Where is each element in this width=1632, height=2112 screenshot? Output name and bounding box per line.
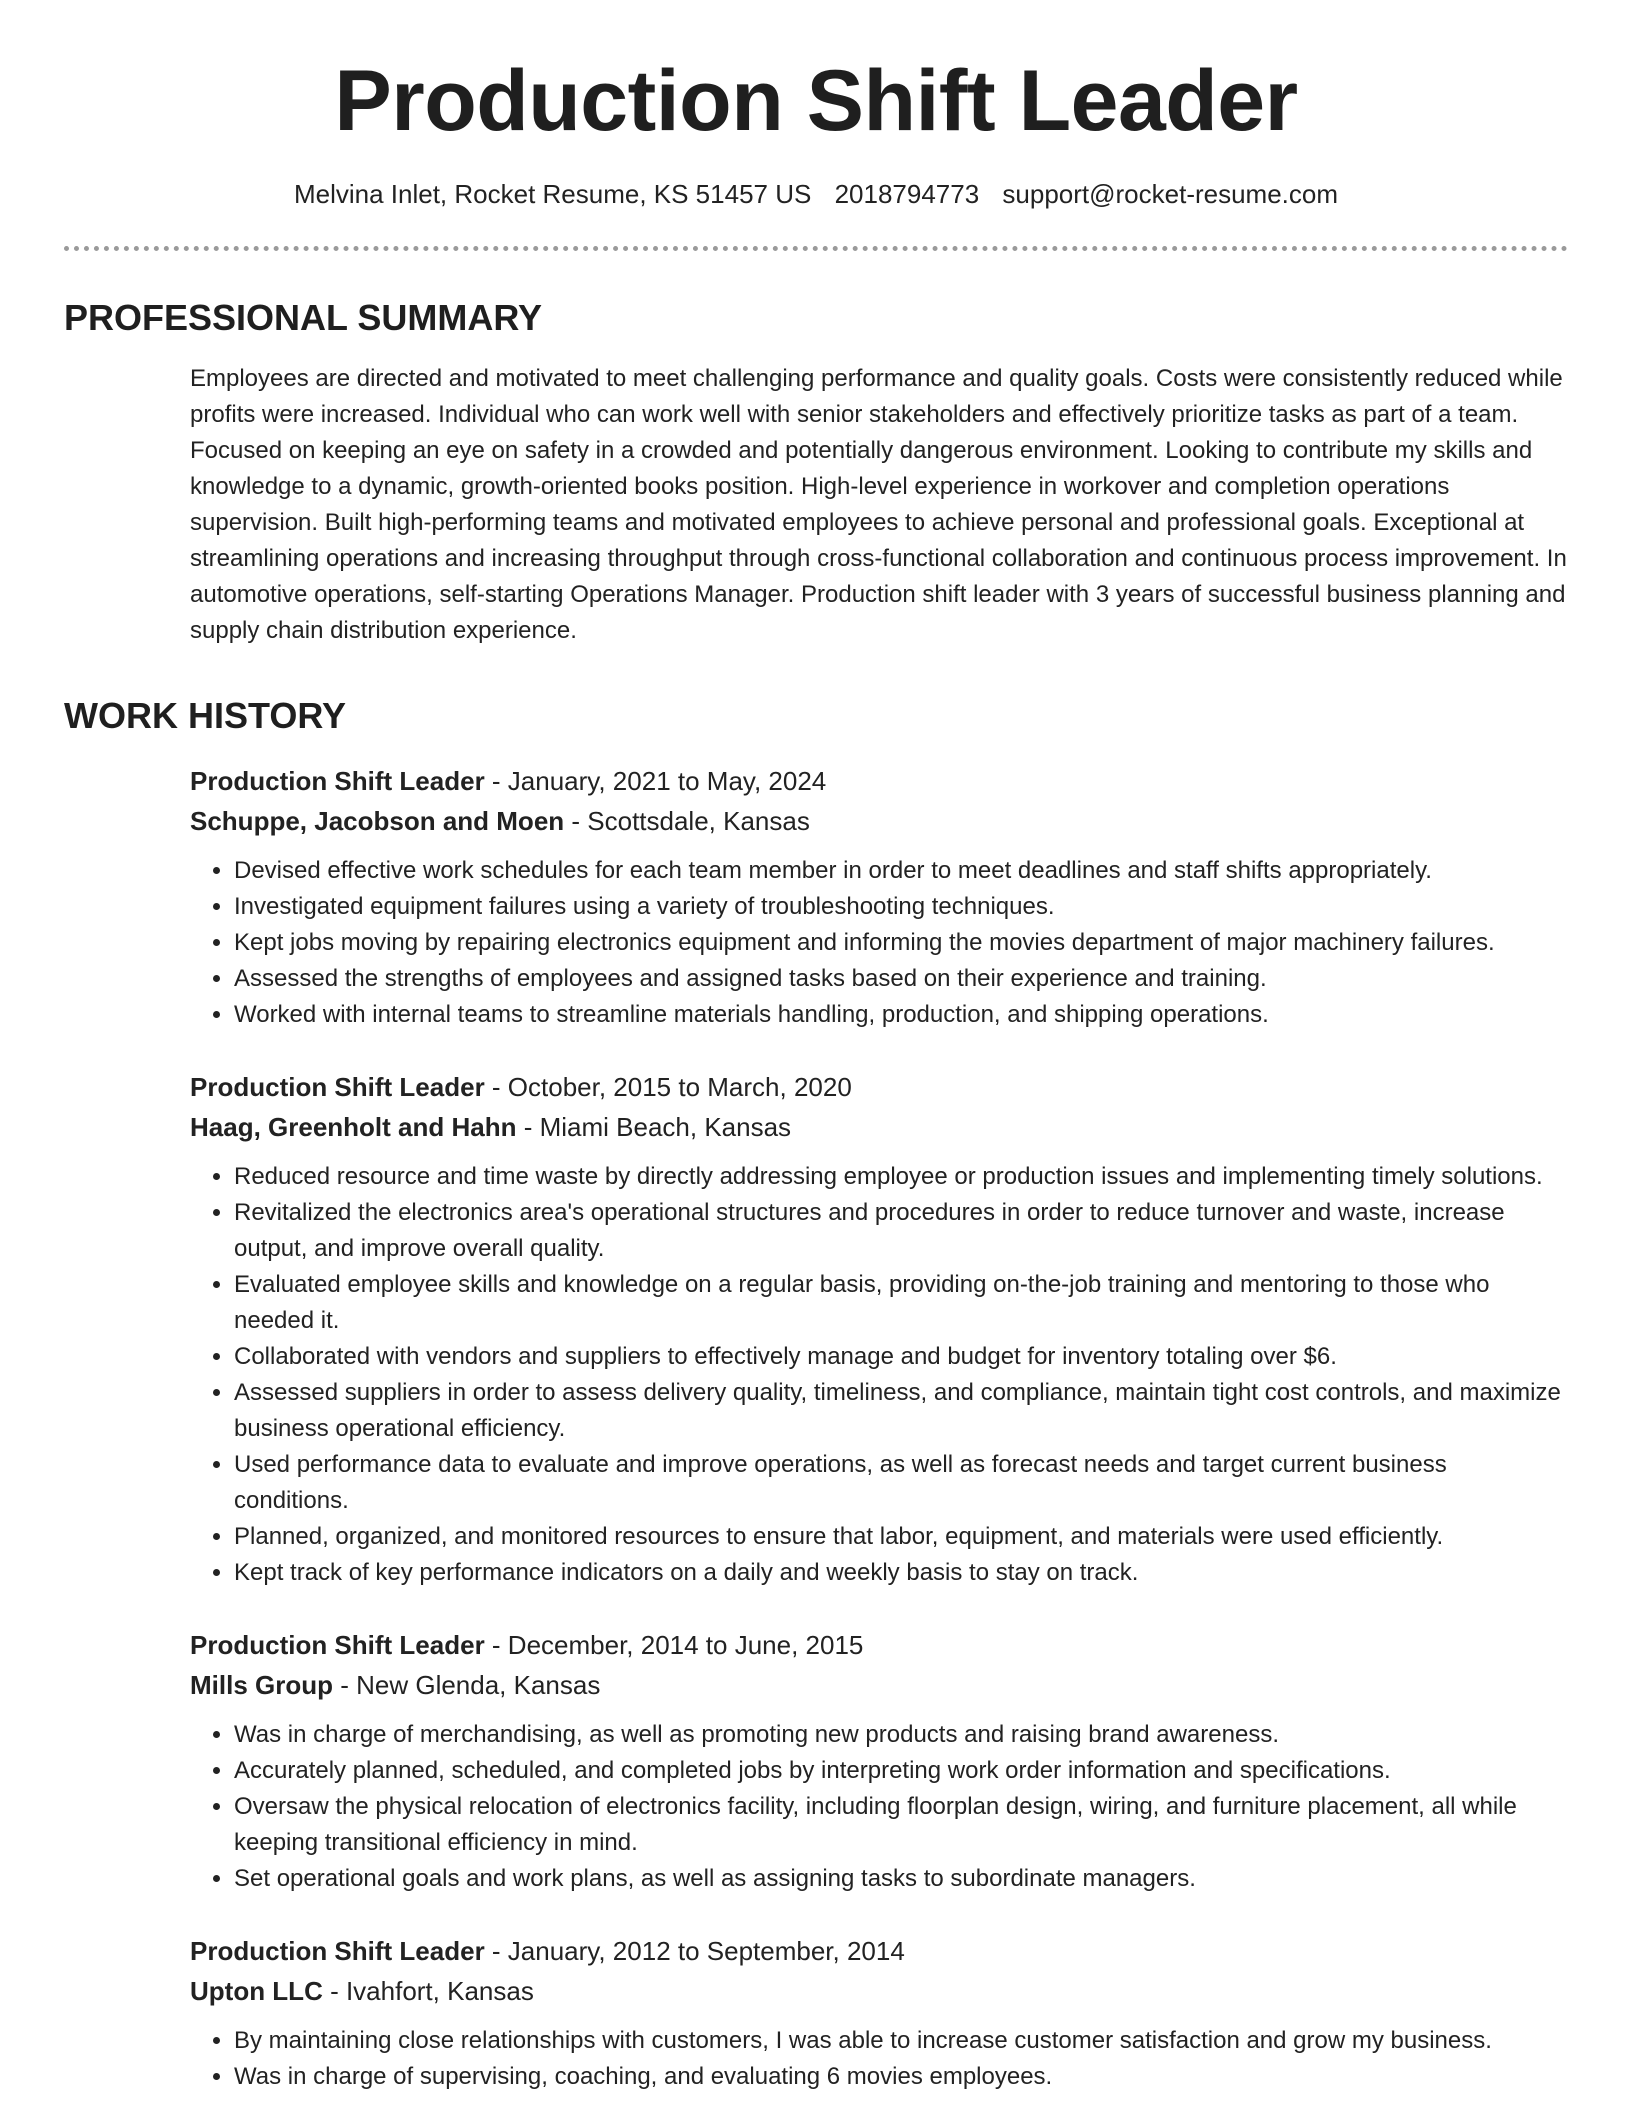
job-company-line xyxy=(190,801,1568,841)
job-company: Mills Group xyxy=(190,1669,333,1700)
job-bullet: • Set operational goals and work plans, as well as assigning tasks to subordinate managers. xyxy=(234,1861,1568,1897)
job-dates: - January, 2021 to May, 2024 xyxy=(484,765,827,796)
job-company-line xyxy=(190,1665,1568,1705)
job-bullet: • Revitalized the electronics area's operational structures and procedures in order to reduce turnover and waste, increase output, and improve overall quality. xyxy=(234,1195,1568,1267)
summary-title: PROFESSIONAL SUMMARY xyxy=(64,296,543,338)
job-location: - Ivahfort, Kansas xyxy=(322,1975,534,2006)
resume-header xyxy=(0,0,1632,210)
job-entry xyxy=(190,1625,1568,1897)
job-dates: - January, 2012 to September, 2014 xyxy=(484,1935,905,1966)
job-bullet: • Investigated equipment failures using a variety of troubleshooting techniques. xyxy=(234,889,1568,925)
job-bullet: • Worked with internal teams to streamline materials handling, production, and shipping operations. xyxy=(234,997,1568,1033)
job-title-line xyxy=(190,1931,1568,1971)
job-company: Haag, Greenholt and Hahn xyxy=(190,1111,517,1142)
job-bullet: • Planned, organized, and monitored resources to ensure that labor, equipment, and materials were used efficiently. xyxy=(234,1519,1568,1555)
job-location: - New Glenda, Kansas xyxy=(333,1669,601,1700)
job-bullet: • Reduced resource and time waste by directly addressing employee or production issues and implementing timely solutions. xyxy=(234,1159,1568,1195)
job-bullet: • Devised effective work schedules for each team member in order to meet deadlines and staff shifts appropriately. xyxy=(234,853,1568,889)
job-title-line xyxy=(190,1625,1568,1665)
job-bullet: • Accurately planned, scheduled, and completed jobs by interpreting work order information and specifications. xyxy=(234,1753,1568,1789)
candidate-name: Production Shift Leader xyxy=(334,53,1298,149)
job-location: - Scottsdale, Kansas xyxy=(564,805,810,836)
job-bullet: • By maintaining close relationships with customers, I was able to increase customer satisfaction and grow my business. xyxy=(234,2023,1568,2059)
job-role: Production Shift Leader xyxy=(190,765,485,796)
contact-email: support@rocket-resume.com xyxy=(1002,178,1339,209)
job-bullet: • Collaborated with vendors and suppliers to effectively manage and budget for inventory totaling over $6. xyxy=(234,1339,1568,1375)
job-bullet-list xyxy=(190,853,1568,1033)
work-history-title: WORK HISTORY xyxy=(64,694,347,736)
header-divider xyxy=(64,246,1568,251)
job-bullet: • Assessed suppliers in order to assess delivery quality, timeliness, and compliance, maintain tight cost controls, and maximize business operational efficiency. xyxy=(234,1375,1568,1447)
job-dates: - October, 2015 to March, 2020 xyxy=(484,1071,852,1102)
job-bullet: • Oversaw the physical relocation of electronics facility, including floorplan design, wiring, and furniture placement, all while keeping transitional efficiency in mind. xyxy=(234,1789,1568,1861)
job-bullet-list xyxy=(190,2023,1568,2095)
job-entry xyxy=(190,1067,1568,1591)
job-title-line xyxy=(190,761,1568,801)
job-bullet: • Assessed the strengths of employees and assigned tasks based on their experience and training. xyxy=(234,961,1568,997)
job-title-line xyxy=(190,1067,1568,1107)
contact-phone: 2018794773 xyxy=(834,178,980,209)
summary-text: Employees are directed and motivated to meet challenging performance and quality goals. Costs were consistently reduced while profits were increased. Individual who can work well with senior stakeholders and effectively prioritize tasks as part of a team. Focused on keeping an eye on safety in a crowded and potentially dangerous environment. Looking to contribute my skills and knowledge to a dynamic, growth-oriented books position. High-level experience in workover and completion operations supervision. Built high-performing teams and motivated employees to achieve personal and professional goals. Exceptional at streamlining operations and increasing throughput through cross-functional collaboration and continuous process improvement. In automotive operations, self-starting Operations Manager. Production shift leader with 3 years of successful business planning and supply chain distribution experience. xyxy=(190,364,1567,644)
job-bullet: • Was in charge of supervising, coaching, and evaluating 6 movies employees. xyxy=(234,2059,1568,2095)
summary-section xyxy=(64,297,1568,649)
job-bullet: • Used performance data to evaluate and improve operations, as well as forecast needs and target current business conditions. xyxy=(234,1447,1568,1519)
job-role: Production Shift Leader xyxy=(190,1935,485,1966)
job-role: Production Shift Leader xyxy=(190,1629,485,1660)
job-entry xyxy=(190,1931,1568,2095)
job-bullet: • Evaluated employee skills and knowledge on a regular basis, providing on-the-job training and mentoring to those who needed it. xyxy=(234,1267,1568,1339)
job-bullet: • Kept track of key performance indicators on a daily and weekly basis to stay on track. xyxy=(234,1555,1568,1591)
job-company-line xyxy=(190,1971,1568,2011)
work-history-section xyxy=(64,695,1568,2095)
job-company: Schuppe, Jacobson and Moen xyxy=(190,805,565,836)
job-company-line xyxy=(190,1107,1568,1147)
job-dates: - December, 2014 to June, 2015 xyxy=(484,1629,864,1660)
job-bullet: • Kept jobs moving by repairing electronics equipment and informing the movies department of major machinery failures. xyxy=(234,925,1568,961)
contact-address: Melvina Inlet, Rocket Resume, KS 51457 US xyxy=(293,178,812,209)
job-company: Upton LLC xyxy=(190,1975,323,2006)
job-bullet: • Was in charge of merchandising, as well as promoting new products and raising brand awareness. xyxy=(234,1717,1568,1753)
job-role: Production Shift Leader xyxy=(190,1071,485,1102)
job-list xyxy=(190,761,1568,2095)
job-bullet-list xyxy=(190,1717,1568,1897)
job-entry xyxy=(190,761,1568,1033)
job-bullet-list xyxy=(190,1159,1568,1591)
job-location: - Miami Beach, Kansas xyxy=(516,1111,792,1142)
contact-line xyxy=(0,179,1632,210)
